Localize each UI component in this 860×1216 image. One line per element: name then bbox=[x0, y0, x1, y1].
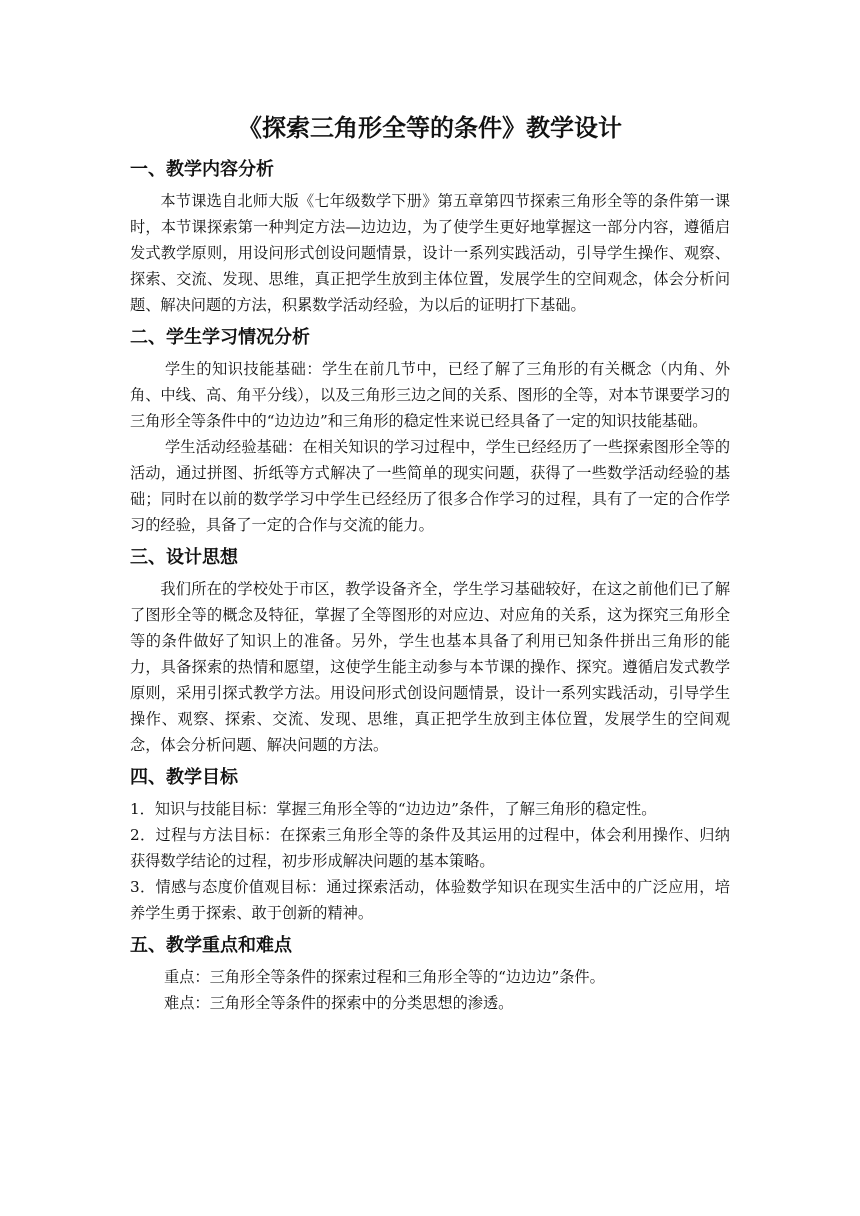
section-heading: 一、教学内容分析 bbox=[130, 159, 274, 180]
difficult-point: 难点：三角形全等条件的探索中的分类思想的渗透。 bbox=[164, 994, 514, 1012]
key-point: 重点：三角形全等条件的探索过程和三角形全等的“边边边”条件。 bbox=[164, 968, 605, 986]
section-student-analysis bbox=[130, 324, 730, 538]
section-heading: 四、教学目标 bbox=[130, 767, 238, 788]
section-heading: 五、教学重点和难点 bbox=[130, 935, 292, 956]
section-heading: 三、设计思想 bbox=[130, 547, 238, 568]
section-heading: 二、学生学习情况分析 bbox=[130, 327, 310, 348]
section-content-analysis bbox=[130, 156, 730, 318]
paragraph: 本节课选自北师大版《七年级数学下册》第五章第四节探索三角形全等的条件第一课时，本节课探索第一种判定方法—边边边，为了使学生更好地掌握这一部分内容，遵循启发式教学原则，用设问形式创设问题情景，设计一系列实践活动，引导学生操作、观察、探索、交流、发现、思维，真正把学生放到主体位置，发展学生的空间观念，体会分析问题、解决问题的方法，积累数学活动经验，为以后的证明打下基础。 bbox=[130, 192, 730, 314]
section-design-idea bbox=[130, 544, 730, 758]
document-page bbox=[130, 108, 730, 1016]
section-key-difficult-points bbox=[130, 932, 730, 1016]
goal-item: 1．知识与技能目标：掌握三角形全等的“边边边”条件，了解三角形的稳定性。 bbox=[130, 800, 657, 818]
goal-item: 2．过程与方法目标：在探索三角形全等的条件及其运用的过程中，体会利用操作、归纳获得数学结论的过程，初步形成解决问题的基本策略。 bbox=[130, 826, 730, 870]
paragraph: 学生的知识技能基础：学生在前几节中，已经了解了三角形的有关概念（内角、外角、中线、高、角平分线），以及三角形三边之间的关系、图形的全等，对本节课要学习的三角形全等条件中的“边边边”和三角形的稳定性来说已经具备了一定的知识技能基础。 bbox=[130, 360, 730, 430]
section-teaching-goals bbox=[130, 764, 730, 926]
paragraph: 学生活动经验基础：在相关知识的学习过程中，学生已经经历了一些探索图形全等的活动，通过拼图、折纸等方式解决了一些简单的现实问题，获得了一些数学活动经验的基础；同时在以前的数学学习中学生已经经历了很多合作学习的过程，具有了一定的合作学习的经验，具备了一定的合作与交流的能力。 bbox=[130, 438, 730, 534]
document-title: 《探索三角形全等的条件》教学设计 bbox=[238, 114, 622, 142]
goal-item: 3．情感与态度价值观目标：通过探索活动，体验数学知识在现实生活中的广泛应用，培养学生勇于探索、敢于创新的精神。 bbox=[130, 878, 730, 922]
paragraph: 我们所在的学校处于市区，教学设备齐全，学生学习基础较好，在这之前他们已了解了图形全等的概念及特征，掌握了全等图形的对应边、对应角的关系，这为探究三角形全等的条件做好了知识上的准备。另外，学生也基本具备了利用已知条件拼出三角形的能力，具备探索的热情和愿望，这使学生能主动参与本节课的操作、探究。遵循启发式教学原则，采用引探式教学方法。用设问形式创设问题情景，设计一系列实践活动，引导学生操作、观察、探索、交流、发现、思维，真正把学生放到主体位置，发展学生的空间观念，体会分析问题、解决问题的方法。 bbox=[130, 580, 730, 754]
